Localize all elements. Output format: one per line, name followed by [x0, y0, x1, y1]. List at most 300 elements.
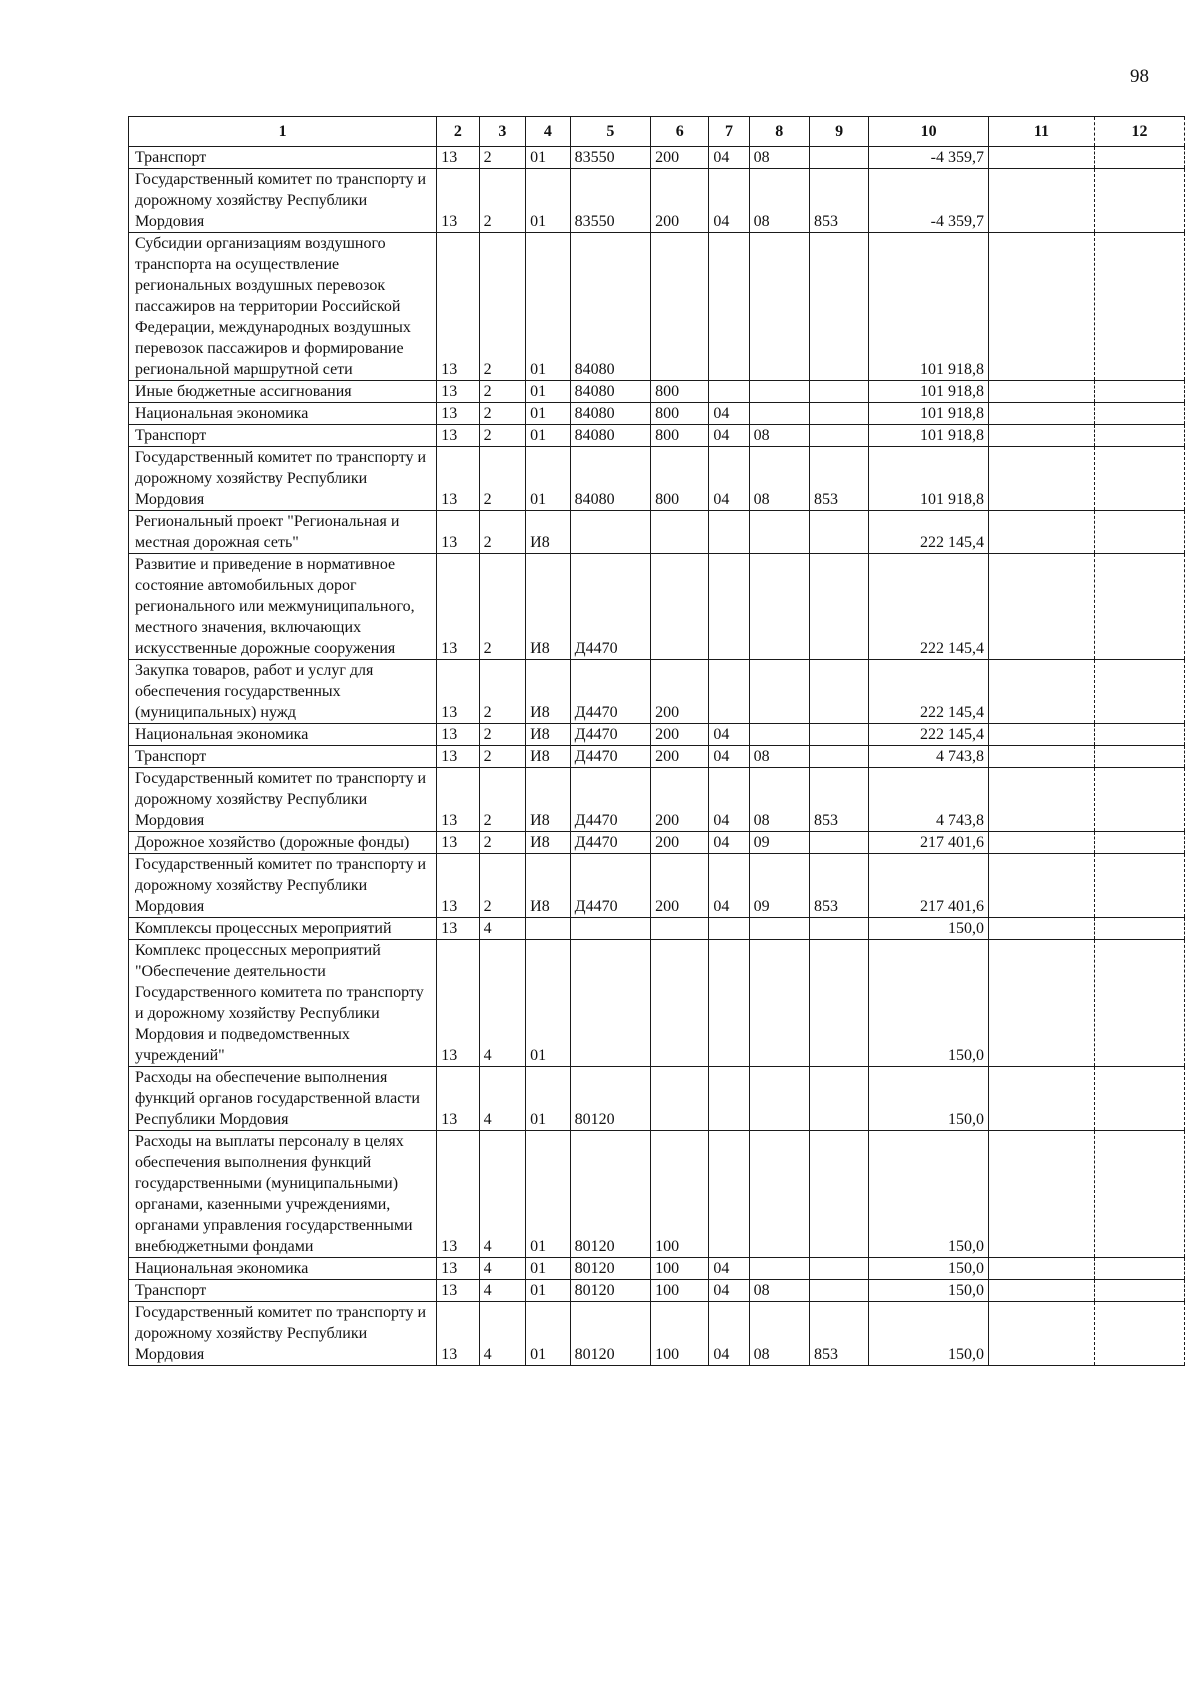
row-cell-col-11 — [988, 1302, 1094, 1366]
row-cell-col-8 — [749, 940, 809, 1067]
row-cell-col-2: 13 — [437, 1302, 479, 1366]
row-cell-col-6: 800 — [651, 381, 709, 403]
row-cell-col-8: 08 — [749, 768, 809, 832]
row-cell-col-7: 04 — [709, 169, 749, 233]
row-cell-col-8 — [749, 403, 809, 425]
row-cell-col-11 — [988, 447, 1094, 511]
row-cell-col-8: 08 — [749, 1302, 809, 1366]
row-cell-col-5: Д4470 — [570, 832, 650, 854]
row-cell-col-4: 01 — [526, 425, 570, 447]
row-cell-col-5 — [570, 918, 650, 940]
row-cell-col-7: 04 — [709, 854, 749, 918]
row-cell-col-9 — [809, 147, 868, 169]
row-cell-col-10: 150,0 — [869, 1258, 989, 1280]
header-cell-col-4: 4 — [526, 117, 570, 147]
table-row — [129, 832, 1185, 854]
row-cell-col-7: 04 — [709, 1258, 749, 1280]
row-cell-col-4: И8 — [526, 554, 570, 660]
row-cell-col-9 — [809, 511, 868, 554]
row-cell-col-6: 200 — [651, 169, 709, 233]
row-cell-col-5 — [570, 511, 650, 554]
row-cell-col-7: 04 — [709, 147, 749, 169]
row-cell-col-12 — [1094, 724, 1184, 746]
row-cell-col-8 — [749, 1131, 809, 1258]
row-cell-col-2: 13 — [437, 768, 479, 832]
row-cell-col-11 — [988, 854, 1094, 918]
header-cell-col-10: 10 — [869, 117, 989, 147]
row-cell-col-8: 08 — [749, 447, 809, 511]
row-cell-col-12 — [1094, 447, 1184, 511]
row-cell-col-9 — [809, 233, 868, 381]
table-row — [129, 233, 1185, 381]
header-cell-col-7: 7 — [709, 117, 749, 147]
row-cell-col-8 — [749, 1067, 809, 1131]
row-cell-col-2: 13 — [437, 1067, 479, 1131]
row-cell-col-6: 800 — [651, 403, 709, 425]
row-cell-col-10: -4 359,7 — [869, 169, 989, 233]
row-cell-col-4: 01 — [526, 1067, 570, 1131]
row-cell-col-5: Д4470 — [570, 768, 650, 832]
row-cell-col-12 — [1094, 1280, 1184, 1302]
row-cell-col-6: 200 — [651, 660, 709, 724]
row-cell-col-5: 80120 — [570, 1258, 650, 1280]
table-row — [129, 746, 1185, 768]
row-cell-col-8: 08 — [749, 147, 809, 169]
table-row — [129, 403, 1185, 425]
row-cell-col-9 — [809, 403, 868, 425]
row-cell-col-10: 101 918,8 — [869, 403, 989, 425]
row-cell-col-4: 01 — [526, 940, 570, 1067]
header-cell-col-5: 5 — [570, 117, 650, 147]
row-cell-col-2: 13 — [437, 169, 479, 233]
row-cell-col-10: 101 918,8 — [869, 381, 989, 403]
row-cell-col-11 — [988, 233, 1094, 381]
row-cell-col-9 — [809, 425, 868, 447]
row-cell-col-5: 84080 — [570, 425, 650, 447]
row-cell-col-10: 222 145,4 — [869, 660, 989, 724]
table-row — [129, 554, 1185, 660]
row-cell-col-6: 800 — [651, 447, 709, 511]
row-cell-col-8: 08 — [749, 169, 809, 233]
table-row — [129, 768, 1185, 832]
row-cell-col-11 — [988, 724, 1094, 746]
budget-table — [128, 116, 1185, 1366]
row-cell-col-3: 2 — [479, 554, 526, 660]
row-name-cell: Государственный комитет по транспорту и дорожному хозяйству Республики Мордовия — [129, 1302, 437, 1366]
row-cell-col-12 — [1094, 1131, 1184, 1258]
row-cell-col-5: Д4470 — [570, 660, 650, 724]
row-cell-col-3: 4 — [479, 1302, 526, 1366]
row-cell-col-10: 4 743,8 — [869, 768, 989, 832]
row-cell-col-7 — [709, 660, 749, 724]
row-cell-col-3: 4 — [479, 1131, 526, 1258]
row-cell-col-4: 01 — [526, 1258, 570, 1280]
row-cell-col-11 — [988, 1131, 1094, 1258]
row-cell-col-8 — [749, 233, 809, 381]
row-cell-col-4: И8 — [526, 660, 570, 724]
row-cell-col-6: 200 — [651, 147, 709, 169]
row-cell-col-5: 80120 — [570, 1302, 650, 1366]
row-cell-col-2: 13 — [437, 746, 479, 768]
row-cell-col-6: 800 — [651, 425, 709, 447]
row-cell-col-6: 200 — [651, 768, 709, 832]
row-cell-col-3: 4 — [479, 940, 526, 1067]
row-cell-col-3: 2 — [479, 854, 526, 918]
row-cell-col-4: И8 — [526, 832, 570, 854]
row-cell-col-8 — [749, 660, 809, 724]
row-cell-col-4: 01 — [526, 403, 570, 425]
table-row — [129, 1302, 1185, 1366]
row-cell-col-4: И8 — [526, 511, 570, 554]
table-row — [129, 147, 1185, 169]
header-row — [129, 117, 1185, 147]
row-cell-col-11 — [988, 940, 1094, 1067]
row-cell-col-12 — [1094, 381, 1184, 403]
row-cell-col-9: 853 — [809, 447, 868, 511]
row-cell-col-12 — [1094, 1302, 1184, 1366]
row-name-cell: Региональный проект "Региональная и местная дорожная сеть" — [129, 511, 437, 554]
row-cell-col-9 — [809, 918, 868, 940]
row-cell-col-6: 100 — [651, 1258, 709, 1280]
row-cell-col-11 — [988, 660, 1094, 724]
row-cell-col-3: 2 — [479, 746, 526, 768]
row-cell-col-8 — [749, 511, 809, 554]
row-cell-col-9 — [809, 381, 868, 403]
row-cell-col-8: 09 — [749, 854, 809, 918]
row-cell-col-11 — [988, 511, 1094, 554]
row-cell-col-8 — [749, 1258, 809, 1280]
row-cell-col-10: 4 743,8 — [869, 746, 989, 768]
row-cell-col-2: 13 — [437, 854, 479, 918]
row-cell-col-6 — [651, 940, 709, 1067]
table-row — [129, 381, 1185, 403]
row-cell-col-4: 01 — [526, 1280, 570, 1302]
row-cell-col-10: 150,0 — [869, 940, 989, 1067]
row-cell-col-5: 84080 — [570, 233, 650, 381]
row-cell-col-7 — [709, 918, 749, 940]
row-cell-col-5: 80120 — [570, 1280, 650, 1302]
header-cell-col-1: 1 — [129, 117, 437, 147]
row-cell-col-5: 84080 — [570, 381, 650, 403]
row-cell-col-7 — [709, 940, 749, 1067]
row-cell-col-10: 217 401,6 — [869, 832, 989, 854]
row-cell-col-10: 217 401,6 — [869, 854, 989, 918]
row-name-cell: Государственный комитет по транспорту и дорожному хозяйству Республики Мордовия — [129, 768, 437, 832]
header-cell-col-12: 12 — [1094, 117, 1184, 147]
row-cell-col-3: 2 — [479, 660, 526, 724]
row-cell-col-7: 04 — [709, 447, 749, 511]
row-cell-col-2: 13 — [437, 1131, 479, 1258]
header-cell-col-3: 3 — [479, 117, 526, 147]
row-cell-col-9 — [809, 660, 868, 724]
row-cell-col-12 — [1094, 1067, 1184, 1131]
row-cell-col-4 — [526, 918, 570, 940]
row-cell-col-5: 84080 — [570, 447, 650, 511]
row-cell-col-9: 853 — [809, 1302, 868, 1366]
row-cell-col-4: И8 — [526, 746, 570, 768]
row-cell-col-12 — [1094, 1258, 1184, 1280]
table-row — [129, 1258, 1185, 1280]
table-row — [129, 447, 1185, 511]
row-cell-col-6: 200 — [651, 854, 709, 918]
row-name-cell: Расходы на выплаты персоналу в целях обеспечения выполнения функций государственными (муниципальными) органами, казенными учреждениями, органами управления государственными внебюджетными фондами — [129, 1131, 437, 1258]
row-cell-col-4: И8 — [526, 768, 570, 832]
row-name-cell: Государственный комитет по транспорту и дорожному хозяйству Республики Мордовия — [129, 447, 437, 511]
row-cell-col-12 — [1094, 403, 1184, 425]
row-name-cell: Национальная экономика — [129, 724, 437, 746]
row-name-cell: Субсидии организациям воздушного транспорта на осуществление региональных воздушных перевозок пассажиров на территории Российской Федерации, международных воздушных перевозок пассажиров и формирование региональной маршрутной сети — [129, 233, 437, 381]
row-cell-col-7: 04 — [709, 403, 749, 425]
row-cell-col-9 — [809, 1258, 868, 1280]
row-cell-col-12 — [1094, 660, 1184, 724]
row-cell-col-8 — [749, 918, 809, 940]
row-cell-col-12 — [1094, 554, 1184, 660]
row-cell-col-2: 13 — [437, 940, 479, 1067]
table-row — [129, 940, 1185, 1067]
row-cell-col-10: 101 918,8 — [869, 447, 989, 511]
row-cell-col-4: И8 — [526, 724, 570, 746]
row-name-cell: Развитие и приведение в нормативное состояние автомобильных дорог регионального или межмуниципального, местного значения, включающих искусственные дорожные сооружения — [129, 554, 437, 660]
row-cell-col-4: 01 — [526, 381, 570, 403]
row-cell-col-2: 13 — [437, 233, 479, 381]
row-cell-col-2: 13 — [437, 1280, 479, 1302]
row-cell-col-6 — [651, 233, 709, 381]
row-cell-col-2: 13 — [437, 447, 479, 511]
row-cell-col-7: 04 — [709, 1302, 749, 1366]
row-cell-col-6: 100 — [651, 1280, 709, 1302]
row-cell-col-6 — [651, 554, 709, 660]
header-cell-col-6: 6 — [651, 117, 709, 147]
row-cell-col-7: 04 — [709, 768, 749, 832]
row-cell-col-9 — [809, 1280, 868, 1302]
row-cell-col-9: 853 — [809, 768, 868, 832]
row-cell-col-12 — [1094, 169, 1184, 233]
row-cell-col-3: 2 — [479, 425, 526, 447]
row-cell-col-10: 150,0 — [869, 1067, 989, 1131]
row-cell-col-6 — [651, 1067, 709, 1131]
row-cell-col-10: 222 145,4 — [869, 511, 989, 554]
row-cell-col-12 — [1094, 854, 1184, 918]
row-cell-col-4: 01 — [526, 147, 570, 169]
table-row — [129, 1067, 1185, 1131]
row-cell-col-9 — [809, 1131, 868, 1258]
header-cell-col-8: 8 — [749, 117, 809, 147]
row-cell-col-11 — [988, 554, 1094, 660]
row-cell-col-2: 13 — [437, 403, 479, 425]
row-cell-col-9: 853 — [809, 854, 868, 918]
row-cell-col-11 — [988, 746, 1094, 768]
row-cell-col-11 — [988, 169, 1094, 233]
row-cell-col-11 — [988, 1280, 1094, 1302]
row-cell-col-10: 101 918,8 — [869, 425, 989, 447]
row-cell-col-12 — [1094, 918, 1184, 940]
table-body — [129, 147, 1185, 1366]
table-row — [129, 1131, 1185, 1258]
row-cell-col-2: 13 — [437, 425, 479, 447]
row-cell-col-5: 83550 — [570, 169, 650, 233]
row-cell-col-11 — [988, 768, 1094, 832]
row-cell-col-12 — [1094, 768, 1184, 832]
row-cell-col-12 — [1094, 511, 1184, 554]
row-cell-col-3: 2 — [479, 832, 526, 854]
table-row — [129, 425, 1185, 447]
row-cell-col-7: 04 — [709, 746, 749, 768]
row-cell-col-11 — [988, 381, 1094, 403]
row-name-cell: Иные бюджетные ассигнования — [129, 381, 437, 403]
row-cell-col-5: 83550 — [570, 147, 650, 169]
row-name-cell: Комплекс процессных мероприятий "Обеспечение деятельности Государственного комитета по транспорту и дорожному хозяйству Республики Мордовия и подведомственных учреждений" — [129, 940, 437, 1067]
table-row — [129, 1280, 1185, 1302]
row-cell-col-8: 08 — [749, 1280, 809, 1302]
row-cell-col-6 — [651, 918, 709, 940]
row-cell-col-2: 13 — [437, 1258, 479, 1280]
header-cell-col-11: 11 — [988, 117, 1094, 147]
row-name-cell: Транспорт — [129, 746, 437, 768]
row-cell-col-5: Д4470 — [570, 724, 650, 746]
row-cell-col-10: 150,0 — [869, 1302, 989, 1366]
row-cell-col-3: 2 — [479, 147, 526, 169]
row-cell-col-8: 08 — [749, 425, 809, 447]
row-cell-col-7: 04 — [709, 425, 749, 447]
row-name-cell: Государственный комитет по транспорту и дорожному хозяйству Республики Мордовия — [129, 854, 437, 918]
row-cell-col-11 — [988, 918, 1094, 940]
table-row — [129, 169, 1185, 233]
row-cell-col-3: 2 — [479, 169, 526, 233]
row-cell-col-9 — [809, 554, 868, 660]
row-cell-col-10: 150,0 — [869, 1131, 989, 1258]
row-name-cell: Расходы на обеспечение выполнения функций органов государственной власти Республики Мордовия — [129, 1067, 437, 1131]
row-cell-col-8: 09 — [749, 832, 809, 854]
row-cell-col-8 — [749, 724, 809, 746]
row-cell-col-2: 13 — [437, 147, 479, 169]
row-cell-col-4: 01 — [526, 233, 570, 381]
row-cell-col-6 — [651, 511, 709, 554]
row-cell-col-3: 4 — [479, 1067, 526, 1131]
row-cell-col-9 — [809, 724, 868, 746]
row-cell-col-11 — [988, 403, 1094, 425]
row-cell-col-7 — [709, 511, 749, 554]
row-cell-col-12 — [1094, 233, 1184, 381]
row-name-cell: Государственный комитет по транспорту и дорожному хозяйству Республики Мордовия — [129, 169, 437, 233]
row-name-cell: Транспорт — [129, 1280, 437, 1302]
row-name-cell: Национальная экономика — [129, 1258, 437, 1280]
row-cell-col-10: 222 145,4 — [869, 554, 989, 660]
row-name-cell: Закупка товаров, работ и услуг для обеспечения государственных (муниципальных) нужд — [129, 660, 437, 724]
row-cell-col-7 — [709, 381, 749, 403]
row-cell-col-11 — [988, 147, 1094, 169]
row-cell-col-3: 4 — [479, 918, 526, 940]
row-cell-col-12 — [1094, 425, 1184, 447]
row-cell-col-9 — [809, 746, 868, 768]
header-cell-col-9: 9 — [809, 117, 868, 147]
row-cell-col-5 — [570, 940, 650, 1067]
row-cell-col-3: 2 — [479, 511, 526, 554]
table-header — [129, 117, 1185, 147]
row-cell-col-3: 4 — [479, 1258, 526, 1280]
header-cell-col-2: 2 — [437, 117, 479, 147]
row-cell-col-3: 2 — [479, 724, 526, 746]
row-cell-col-2: 13 — [437, 660, 479, 724]
row-cell-col-7: 04 — [709, 832, 749, 854]
row-cell-col-2: 13 — [437, 511, 479, 554]
row-cell-col-5: 84080 — [570, 403, 650, 425]
row-name-cell: Дорожное хозяйство (дорожные фонды) — [129, 832, 437, 854]
row-cell-col-5: Д4470 — [570, 746, 650, 768]
row-cell-col-7: 04 — [709, 724, 749, 746]
row-cell-col-2: 13 — [437, 832, 479, 854]
row-cell-col-6: 200 — [651, 724, 709, 746]
row-cell-col-2: 13 — [437, 381, 479, 403]
row-cell-col-4: 01 — [526, 1302, 570, 1366]
row-cell-col-3: 2 — [479, 447, 526, 511]
row-cell-col-2: 13 — [437, 554, 479, 660]
row-cell-col-4: 01 — [526, 1131, 570, 1258]
row-name-cell: Транспорт — [129, 147, 437, 169]
row-cell-col-7 — [709, 233, 749, 381]
row-cell-col-10: 150,0 — [869, 918, 989, 940]
row-cell-col-6: 100 — [651, 1302, 709, 1366]
table-row — [129, 724, 1185, 746]
row-cell-col-5: 80120 — [570, 1067, 650, 1131]
row-cell-col-11 — [988, 1258, 1094, 1280]
row-cell-col-10: 222 145,4 — [869, 724, 989, 746]
row-cell-col-6: 100 — [651, 1131, 709, 1258]
row-cell-col-5: Д4470 — [570, 554, 650, 660]
row-cell-col-3: 2 — [479, 768, 526, 832]
row-cell-col-11 — [988, 425, 1094, 447]
row-cell-col-7 — [709, 1067, 749, 1131]
row-cell-col-10: 150,0 — [869, 1280, 989, 1302]
row-cell-col-9: 853 — [809, 169, 868, 233]
row-cell-col-12 — [1094, 940, 1184, 1067]
row-cell-col-11 — [988, 1067, 1094, 1131]
row-name-cell: Национальная экономика — [129, 403, 437, 425]
row-cell-col-3: 4 — [479, 1280, 526, 1302]
row-name-cell: Транспорт — [129, 425, 437, 447]
table-row — [129, 918, 1185, 940]
row-cell-col-3: 2 — [479, 381, 526, 403]
row-name-cell: Комплексы процессных мероприятий — [129, 918, 437, 940]
row-cell-col-12 — [1094, 832, 1184, 854]
row-cell-col-12 — [1094, 746, 1184, 768]
row-cell-col-4: И8 — [526, 854, 570, 918]
row-cell-col-10: -4 359,7 — [869, 147, 989, 169]
row-cell-col-7 — [709, 554, 749, 660]
row-cell-col-5: 80120 — [570, 1131, 650, 1258]
page-number: 98 — [1130, 66, 1149, 87]
table-row — [129, 660, 1185, 724]
table-row — [129, 854, 1185, 918]
row-cell-col-4: 01 — [526, 169, 570, 233]
row-cell-col-2: 13 — [437, 724, 479, 746]
row-cell-col-2: 13 — [437, 918, 479, 940]
row-cell-col-7: 04 — [709, 1280, 749, 1302]
row-cell-col-5: Д4470 — [570, 854, 650, 918]
row-cell-col-6: 200 — [651, 746, 709, 768]
row-cell-col-9 — [809, 1067, 868, 1131]
row-cell-col-8 — [749, 381, 809, 403]
row-cell-col-8: 08 — [749, 746, 809, 768]
row-cell-col-4: 01 — [526, 447, 570, 511]
row-cell-col-10: 101 918,8 — [869, 233, 989, 381]
table-row — [129, 511, 1185, 554]
row-cell-col-9 — [809, 940, 868, 1067]
row-cell-col-3: 2 — [479, 233, 526, 381]
row-cell-col-7 — [709, 1131, 749, 1258]
row-cell-col-12 — [1094, 147, 1184, 169]
row-cell-col-11 — [988, 832, 1094, 854]
row-cell-col-9 — [809, 832, 868, 854]
